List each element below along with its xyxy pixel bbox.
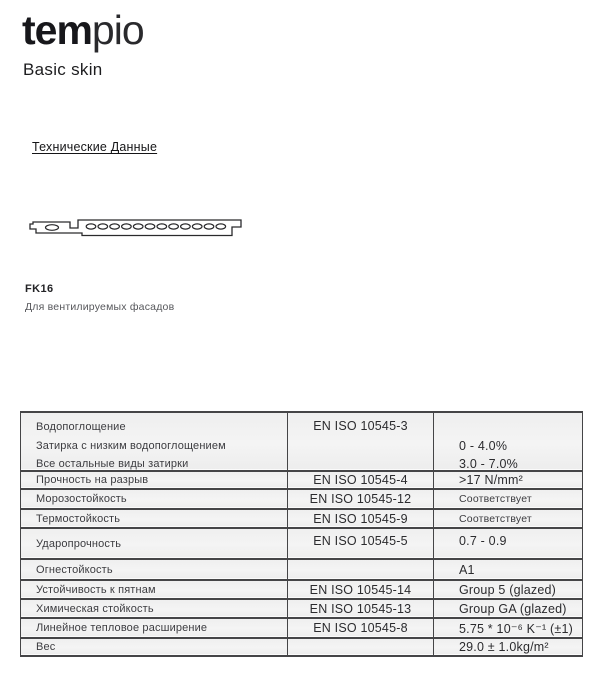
spec-value-line xyxy=(459,418,463,437)
table-row xyxy=(21,600,582,619)
product-code: FK16 xyxy=(25,283,54,295)
spec-label-cell: Морозостойкость xyxy=(36,493,127,505)
spec-label-line: Все остальные виды затирки xyxy=(36,458,189,470)
spec-value-cell: A1 xyxy=(433,560,582,579)
spec-label-cell: Термостойкость xyxy=(36,512,121,525)
spec-standard-cell: EN ISO 10545-5 xyxy=(287,529,433,558)
spec-label-cell: Огнестойкость xyxy=(36,563,113,576)
table-row xyxy=(21,560,582,581)
spec-value-line: 3.0 - 7.0% xyxy=(459,457,518,471)
spec-value-cell: 29.0 ± 1.0kg/m² xyxy=(433,639,582,655)
table-row xyxy=(21,639,582,657)
spec-label-cell xyxy=(21,413,287,474)
spec-value-cell: 5.75 * 10⁻⁶ K⁻¹ (±1) xyxy=(433,619,582,637)
app-logo xyxy=(22,8,144,53)
spec-label-cell: Вес xyxy=(36,641,56,653)
spec-label-cell: Химическая стойкость xyxy=(36,602,154,615)
spec-label-cell: Ударопрочность xyxy=(36,537,122,550)
spec-standard-cell: EN ISO 10545-8 xyxy=(287,619,433,637)
spec-standard-cell: EN ISO 10545-12 xyxy=(287,490,433,508)
product-description: Для вентилируемых фасадов xyxy=(25,301,175,313)
table-row xyxy=(21,529,582,560)
spec-value-cell: Соответствует xyxy=(433,490,582,508)
table-row xyxy=(21,581,582,600)
spec-label-cell: Прочность на разрыв xyxy=(36,474,149,486)
table-row xyxy=(21,510,582,529)
spec-standard-cell xyxy=(287,639,433,655)
table-row xyxy=(21,472,582,490)
spec-standard-cell: EN ISO 10545-3 xyxy=(287,413,433,474)
spec-value-cell xyxy=(433,413,582,474)
spec-standard-cell: EN ISO 10545-4 xyxy=(287,472,433,488)
spec-value-cell: >17 N/mm² xyxy=(433,472,582,488)
spec-standard-cell: EN ISO 10545-14 xyxy=(287,581,433,598)
logo-text-light: pio xyxy=(91,7,144,53)
product-line-subtitle: Basic skin xyxy=(23,60,103,79)
table-row xyxy=(21,490,582,510)
spec-value-cell: 0.7 - 0.9 xyxy=(433,529,582,558)
spec-label-cell: Линейное тепловое расширение xyxy=(36,622,208,634)
technical-data-heading: Технические Данные xyxy=(32,140,158,154)
spec-label-cell: Устойчивость к пятнам xyxy=(36,583,156,596)
spec-label-line: Затирка с низким водопоглощением xyxy=(36,439,226,452)
spec-standard-cell xyxy=(287,560,433,579)
spec-standard-cell: EN ISO 10545-9 xyxy=(287,510,433,527)
table-row xyxy=(21,413,582,472)
spec-value-cell: Соответствует xyxy=(433,510,582,527)
logo-text-bold: tem xyxy=(22,7,92,53)
spec-standard-cell: EN ISO 10545-13 xyxy=(287,600,433,617)
panel-cross-section-icon xyxy=(25,215,247,241)
spec-value-cell: Group 5 (glazed) xyxy=(433,581,582,598)
spec-value-cell: Group GA (glazed) xyxy=(433,600,582,617)
spec-label-line: Водопоглощение xyxy=(36,421,126,433)
table-row xyxy=(21,619,582,639)
spec-table xyxy=(20,411,583,657)
spec-value-line: 0 - 4.0% xyxy=(459,438,508,453)
